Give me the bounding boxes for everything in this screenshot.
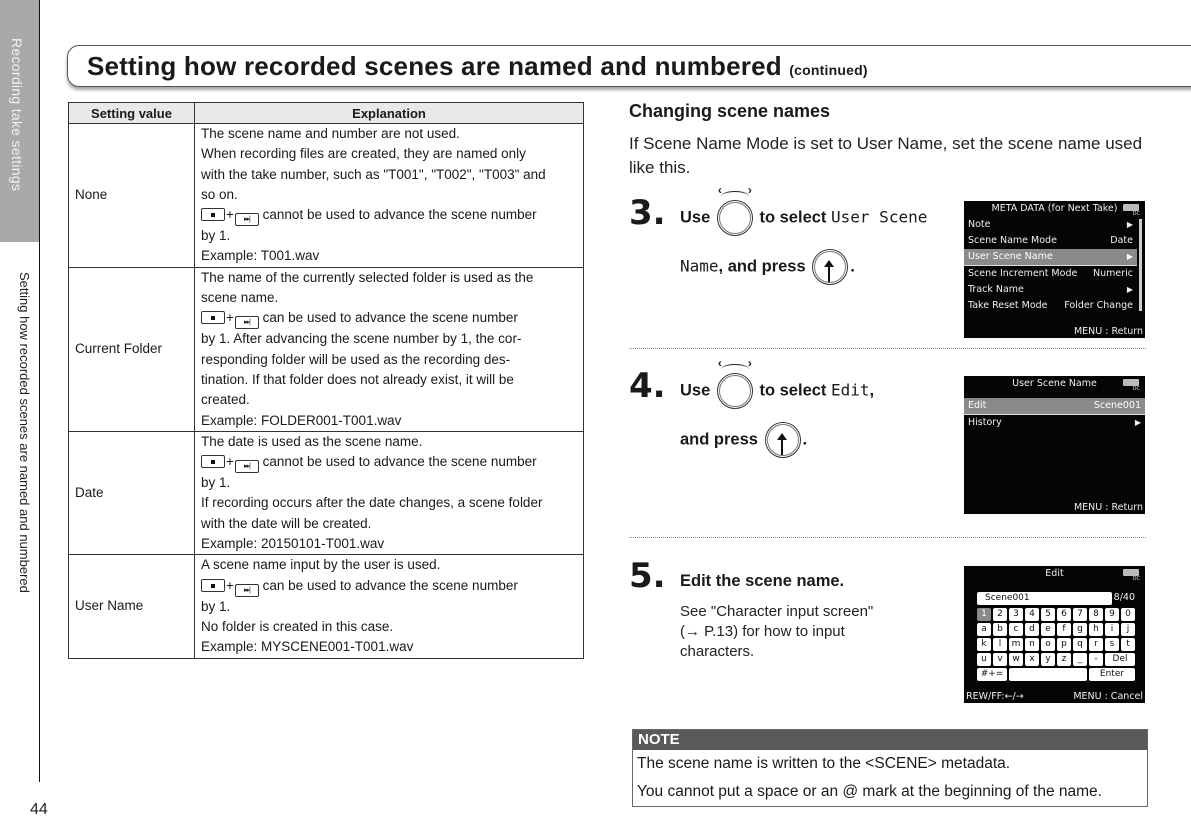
note-line: The scene name is written to the <SCENE> metadata. (637, 755, 1011, 772)
plus-sign: + (226, 207, 234, 223)
step-text: , and press (718, 257, 806, 276)
explanation-cell (195, 267, 584, 431)
lcd-menu-item: Note ▶ (968, 219, 1133, 230)
explanation-text: can be used to advance the scene number (262, 310, 518, 326)
explanation-line-keys (201, 205, 577, 226)
keyboard-key: g (1073, 623, 1087, 636)
column-header-explanation: Explanation (195, 103, 584, 124)
keyboard-key: 7 (1073, 608, 1087, 621)
keyboard-key: e (1041, 623, 1055, 636)
explanation-line: responding folder will be used as the recording des- (201, 351, 511, 367)
explanation-text: cannot be used to advance the scene number (262, 207, 537, 223)
sidebar-rule (39, 0, 40, 782)
step-text: . (850, 257, 855, 276)
step-text: and press (680, 430, 758, 449)
step-divider (629, 537, 1146, 538)
lcd-edit-screen (964, 566, 1145, 703)
table-header-row (69, 103, 584, 124)
page-title-suffix: (continued) (789, 62, 868, 78)
explanation-line: with the date will be created. (201, 515, 372, 531)
explanation-example: Example: 20150101-T001.wav (201, 536, 385, 552)
step-text: . (802, 430, 808, 449)
battery-icon (1123, 204, 1139, 211)
explanation-line: tination. If that folder does not already exist, it will be (201, 371, 514, 387)
explanation-line: If recording occurs after the date changes, a scene folder (201, 495, 543, 511)
keyboard-key: v (993, 653, 1007, 666)
keyboard-key: _ (1073, 653, 1087, 666)
lcd-footer-left: REW/FF:←/→ (966, 691, 1024, 702)
lcd-menu-item: Track Name ▶ (968, 284, 1133, 295)
step-3-line-1 (680, 200, 927, 236)
keyboard-key-space (1009, 668, 1087, 681)
setting-value: None (69, 124, 195, 268)
scene-name-input: Scene001 (977, 592, 1112, 605)
lcd-menu-item-selected: User Scene Name ▶ (964, 249, 1137, 266)
lcd-title: META DATA (for Next Take) (991, 203, 1118, 214)
step-4-number: 4. (629, 366, 666, 406)
explanation-line: by 1. (201, 598, 231, 614)
character-count: 8/40 (1113, 592, 1135, 603)
explanation-line: with the take number, such as "T001", "T002", "T003" and (201, 166, 546, 182)
keyboard-key: p (1057, 638, 1071, 651)
menu-item-reference: Name (680, 256, 719, 276)
explanation-cell (195, 124, 584, 268)
dial-press-icon (812, 249, 848, 285)
explanation-line: by 1. (201, 228, 231, 244)
explanation-cell (195, 431, 584, 554)
lcd-footer: MENU : Return (1073, 502, 1143, 513)
keyboard-key: 4 (1025, 608, 1039, 621)
fast-forward-key-icon: ▸▸| (235, 460, 259, 473)
chapter-tab (0, 0, 39, 242)
plus-sign: + (226, 454, 234, 470)
menu-item-reference: User Scene (831, 207, 928, 227)
keyboard-key: q (1073, 638, 1087, 651)
keyboard-key-symbols: #+= (977, 668, 1007, 681)
explanation-line: No folder is created in this case. (201, 618, 394, 634)
battery-dc-label: DC (1132, 576, 1140, 582)
step-5-description (680, 602, 920, 662)
explanation-cell (195, 555, 584, 658)
explanation-example: Example: T001.wav (201, 248, 320, 264)
keyboard-key: j (1121, 623, 1135, 636)
settings-table (68, 102, 584, 659)
setting-value: Current Folder (69, 267, 195, 431)
keyboard-key: 8 (1089, 608, 1103, 621)
explanation-text: cannot be used to advance the scene number (262, 454, 537, 470)
lcd-menu-item: Scene Increment Mode Numeric (968, 268, 1133, 279)
section-heading: Changing scene names (629, 101, 831, 121)
step-3-line-2 (680, 249, 855, 285)
page-title-box (67, 45, 1191, 87)
keyboard-key: b (993, 623, 1007, 636)
step-5-number: 5. (629, 556, 666, 596)
step-divider (629, 348, 1146, 349)
stop-key-icon (201, 579, 225, 592)
keyboard-key: 6 (1057, 608, 1071, 621)
keyboard-key: 0 (1121, 608, 1135, 621)
keyboard-key: d (1025, 623, 1039, 636)
battery-dc-label: DC (1132, 211, 1140, 217)
lcd-menu-item-selected: Edit Scene001 (964, 398, 1145, 415)
description-line: (→ P.13) for how to input (680, 623, 845, 640)
table-row (69, 431, 584, 554)
stop-key-icon (201, 455, 225, 468)
menu-item-reference: Edit (831, 380, 870, 400)
lcd-title: User Scene Name (1012, 378, 1097, 389)
lcd-footer: MENU : Return (1073, 326, 1143, 337)
setting-value: Date (69, 431, 195, 554)
keyboard-key-delete: Del (1105, 653, 1135, 666)
keyboard-key: z (1057, 653, 1071, 666)
intro-paragraph: If Scene Name Mode is set to User Name, set the scene name used like this. (629, 134, 1143, 177)
step-text: to select (759, 381, 827, 400)
note-box (632, 729, 1148, 807)
keyboard-key: f (1057, 623, 1071, 636)
keyboard-key: t (1121, 638, 1135, 651)
explanation-example: Example: MYSCENE001-T001.wav (201, 639, 414, 655)
description-line: characters. (680, 643, 755, 660)
stop-key-icon (201, 311, 225, 324)
setting-value: User Name (69, 555, 195, 658)
table-row (69, 555, 584, 658)
lcd-meta-data-screen (964, 201, 1145, 338)
step-4-line-1 (680, 373, 874, 409)
step-text: Use (680, 381, 711, 400)
step-text: , (869, 381, 875, 400)
lcd-menu-item: Take Reset Mode Folder Change (968, 300, 1133, 311)
battery-dc-label: DC (1132, 386, 1140, 392)
dial-press-icon (765, 422, 801, 458)
note-line: You cannot put a space or an @ mark at the beginning of the name. (637, 783, 1102, 800)
keyboard-key: h (1089, 623, 1103, 636)
keyboard-key-enter: Enter (1089, 668, 1135, 681)
dial-rotate-icon (717, 373, 753, 409)
keyboard-key: y (1041, 653, 1055, 666)
explanation-line-keys (201, 576, 577, 597)
keyboard-key: i (1105, 623, 1119, 636)
section-label: Setting how recorded scenes are named and numbered (17, 272, 32, 593)
step-text: Use (680, 208, 711, 227)
description-line: See "Character input screen" (680, 603, 874, 620)
explanation-line: When recording files are created, they are named only (201, 146, 526, 162)
table-row (69, 267, 584, 431)
keyboard-key: k (977, 638, 991, 651)
lcd-title: Edit (1045, 568, 1064, 579)
fast-forward-key-icon: ▸▸| (235, 213, 259, 226)
keyboard-key: u (977, 653, 991, 666)
fast-forward-key-icon: ▸▸| (235, 584, 259, 597)
keyboard-key: a (977, 623, 991, 636)
explanation-example: Example: FOLDER001-T001.wav (201, 412, 402, 428)
lcd-user-scene-name-screen (964, 376, 1145, 514)
keyboard-key: 1 (977, 608, 991, 621)
battery-icon (1123, 569, 1139, 576)
keyboard-key: n (1025, 638, 1039, 651)
explanation-line-keys (201, 308, 577, 329)
keyboard-key: l (993, 638, 1007, 651)
lcd-scrollbar (1139, 219, 1142, 311)
keyboard-key: w (1009, 653, 1023, 666)
table-row (69, 124, 584, 268)
explanation-line-keys (201, 452, 577, 473)
explanation-line: The scene name and number are not used. (201, 126, 460, 141)
keyboard-key: m (1009, 638, 1023, 651)
keyboard-key: 3 (1009, 608, 1023, 621)
explanation-line: The date is used as the scene name. (201, 433, 423, 449)
step-text: to select (759, 208, 827, 227)
step-5-heading: Edit the scene name. (680, 572, 845, 590)
stop-key-icon (201, 208, 225, 221)
fast-forward-key-icon: ▸▸| (235, 316, 259, 329)
keyboard-key: r (1089, 638, 1103, 651)
keyboard-key: o (1041, 638, 1055, 651)
lcd-menu-item: Scene Name Mode Date (968, 235, 1133, 246)
keyboard-key: s (1105, 638, 1119, 651)
step-3-number: 3. (629, 193, 666, 233)
explanation-line: The name of the currently selected folder is used as the (201, 269, 534, 285)
keyboard-key: 9 (1105, 608, 1119, 621)
page-number: 44 (30, 801, 48, 818)
keyboard-key: x (1025, 653, 1039, 666)
explanation-line: so on. (201, 186, 238, 202)
column-header-setting-value: Setting value (69, 103, 195, 124)
keyboard-key: c (1009, 623, 1023, 636)
plus-sign: + (226, 577, 234, 593)
page-title-text: Setting how recorded scenes are named and numbered (87, 51, 782, 81)
keyboard-key: 2 (993, 608, 1007, 621)
chapter-tab-label: Recording take settings (9, 38, 25, 192)
note-heading: NOTE (633, 730, 1147, 750)
lcd-menu-item: History ▶ (968, 417, 1141, 428)
explanation-text: can be used to advance the scene number (262, 577, 518, 593)
explanation-line: created. (201, 392, 250, 408)
explanation-line: A scene name input by the user is used. (201, 557, 441, 573)
battery-icon (1123, 379, 1139, 386)
keyboard-key: 5 (1041, 608, 1055, 621)
lcd-footer: MENU : Cancel (1073, 691, 1143, 702)
explanation-line: scene name. (201, 290, 279, 306)
explanation-line: by 1. After advancing the scene number by 1, the cor- (201, 331, 522, 347)
explanation-line: by 1. (201, 475, 231, 491)
step-4-line-2 (680, 422, 807, 458)
page-title (87, 51, 868, 82)
plus-sign: + (226, 310, 234, 326)
keyboard-key: - (1089, 653, 1103, 666)
character-keyboard (977, 608, 1135, 681)
dial-rotate-icon (717, 200, 753, 236)
